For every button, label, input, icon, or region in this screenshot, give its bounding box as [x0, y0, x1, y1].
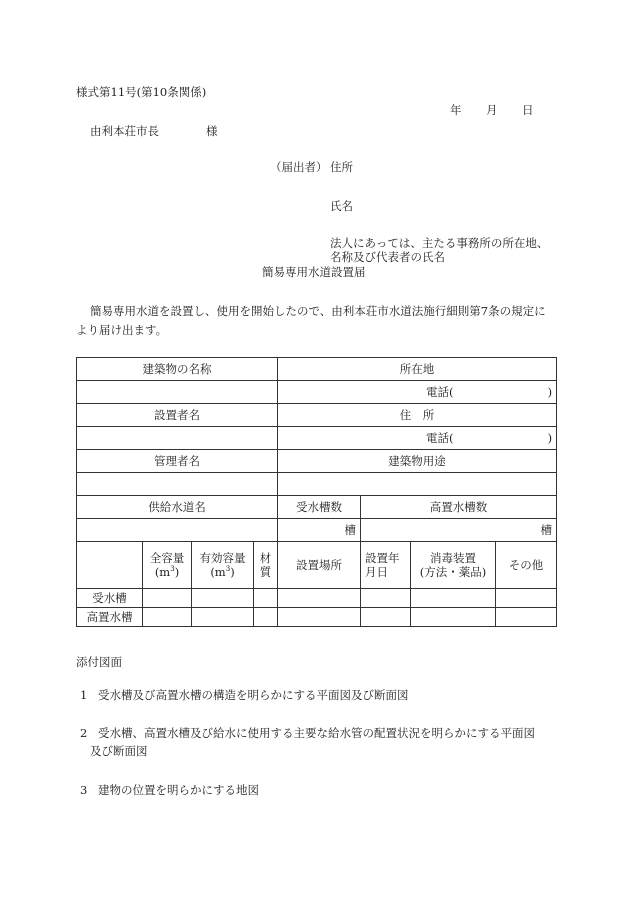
- row-elevated-label: 高置水槽: [77, 608, 143, 627]
- elevated-date-cell[interactable]: [361, 608, 411, 627]
- elevated-material-cell[interactable]: [254, 608, 278, 627]
- date-month-label: 月: [486, 103, 498, 117]
- body-line1: 簡易専用水道を設置し、使用を開始したので、由利本荘市水道法施行細則第7条の規定に: [90, 304, 546, 318]
- address-label: 住所: [330, 160, 353, 174]
- attachment-number: 3: [80, 783, 88, 797]
- manager-header: 管理者名: [77, 450, 278, 473]
- receiving-place-cell[interactable]: [278, 589, 361, 608]
- blank-header-cell: [77, 542, 143, 589]
- disinfect-label: 消毒装置: [430, 551, 476, 565]
- receiving-date-cell[interactable]: [361, 589, 411, 608]
- receiving-capacity-cell[interactable]: [143, 589, 192, 608]
- phone-open: 電話(: [426, 431, 454, 445]
- attachment-item: [80, 780, 560, 800]
- elevated-effective-cell[interactable]: [192, 608, 254, 627]
- document-title: 簡易専用水道設置届: [262, 265, 366, 279]
- effective-capacity-label: 有効容量: [199, 551, 246, 565]
- elevated-place-cell[interactable]: [278, 608, 361, 627]
- phone-cell-2[interactable]: [278, 427, 557, 450]
- place-header: 設置場所: [278, 542, 361, 589]
- capacity-unit: $(m^3)$: [154, 565, 180, 579]
- other-header: その他: [496, 542, 557, 589]
- elevated-count-cell[interactable]: 槽: [361, 519, 557, 542]
- building-use-header: 建築物用途: [278, 450, 557, 473]
- attachment-item: [80, 723, 560, 743]
- elevated-other-cell[interactable]: [496, 608, 557, 627]
- effective-capacity-unit: $(m^3)$: [210, 565, 235, 579]
- install-date-header: 設置年月日: [361, 542, 411, 589]
- disinfect-sub-label: (方法・薬品): [419, 565, 487, 579]
- recipient: 由利本荘市長: [90, 124, 159, 138]
- elevated-count-header: 高置水槽数: [361, 496, 557, 519]
- date-day-label: 日: [522, 103, 534, 117]
- attachment-text: 受水槽、高置水槽及び給水に使用する主要な給水管の配置状況を明らかにする平面図: [98, 726, 535, 740]
- manager-cell[interactable]: [77, 473, 278, 496]
- capacity-header: [143, 542, 192, 589]
- installer-header: 設置者名: [77, 404, 278, 427]
- attachment-item-continuation: 及び断面図: [90, 744, 148, 758]
- corp-note-line1: 法人にあっては、主たる事務所の所在地、: [330, 236, 549, 250]
- receiving-material-cell[interactable]: [254, 589, 278, 608]
- applicant-label: （届出者）: [270, 160, 328, 174]
- address-header: 住 所: [278, 404, 557, 427]
- name-label: 氏名: [330, 199, 353, 213]
- date-year-label: 年: [450, 103, 462, 117]
- receiving-effective-cell[interactable]: [192, 589, 254, 608]
- registration-table: [76, 357, 557, 627]
- phone-close: ): [547, 385, 553, 399]
- receiving-other-cell[interactable]: [496, 589, 557, 608]
- installer-cell[interactable]: [77, 427, 278, 450]
- attachment-item: [80, 685, 560, 705]
- attachments-heading: 添付図面: [76, 655, 122, 669]
- capacity-label: 全容量: [149, 551, 185, 565]
- form-number: 様式第11号(第10条関係): [76, 85, 207, 99]
- building-use-cell[interactable]: [278, 473, 557, 496]
- phone-cell-1[interactable]: [278, 381, 557, 404]
- supply-name-cell[interactable]: [77, 519, 278, 542]
- building-name-cell[interactable]: [77, 381, 278, 404]
- attachment-text: 建物の位置を明らかにする地図: [98, 783, 259, 797]
- row-receiving-label: 受水槽: [77, 589, 143, 608]
- phone-open: 電話(: [426, 385, 454, 399]
- attachment-number: 1: [80, 688, 88, 702]
- location-header: 所在地: [278, 358, 557, 381]
- honorific: 様: [206, 124, 218, 138]
- building-name-header: 建築物の名称: [77, 358, 278, 381]
- attachment-number: 2: [80, 726, 88, 740]
- effective-capacity-header: [192, 542, 254, 589]
- attachment-text: 受水槽及び高置水槽の構造を明らかにする平面図及び断面図: [98, 688, 409, 702]
- receiving-count-header: 受水槽数: [278, 496, 361, 519]
- receiving-count-cell[interactable]: 槽: [278, 519, 361, 542]
- phone-close: ): [547, 431, 553, 445]
- elevated-disinfect-cell[interactable]: [411, 608, 496, 627]
- receiving-disinfect-cell[interactable]: [411, 589, 496, 608]
- material-header: 材質: [254, 542, 278, 589]
- corp-note-line2: 名称及び代表者の氏名: [330, 250, 445, 264]
- elevated-capacity-cell[interactable]: [143, 608, 192, 627]
- supply-name-header: 供給水道名: [77, 496, 278, 519]
- body-line2: より届け出ます。: [76, 323, 168, 337]
- disinfect-header: [411, 542, 496, 589]
